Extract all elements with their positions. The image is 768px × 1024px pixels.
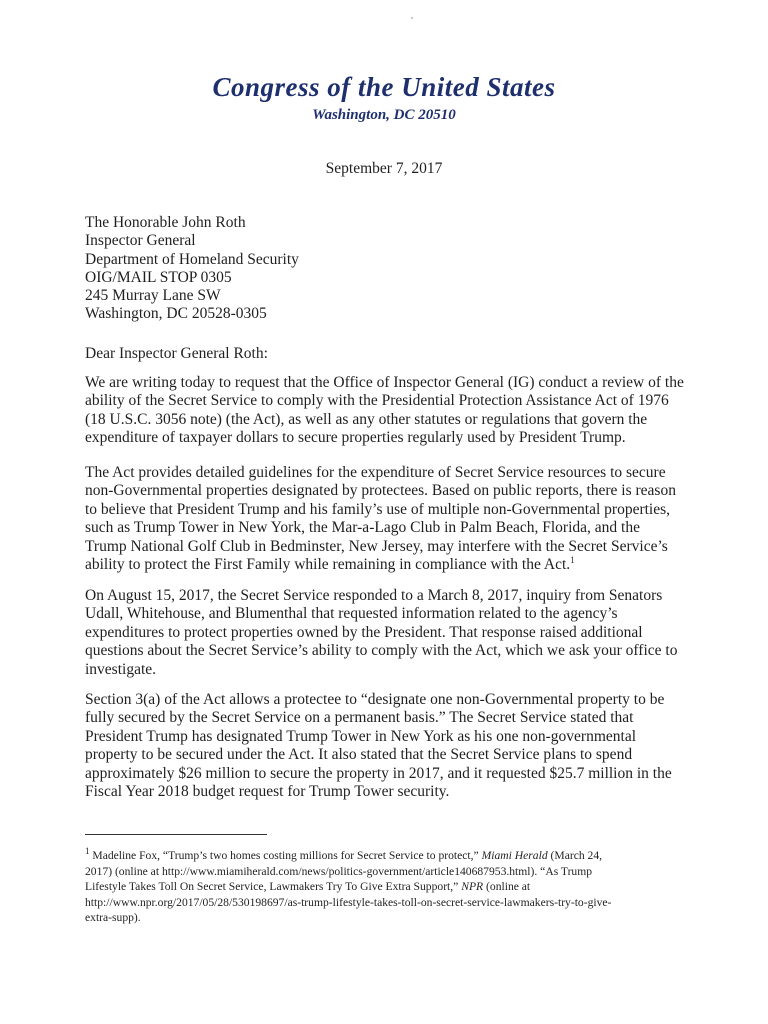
- text-span: Madeline Fox, “Trump’s two homes costing millions for Secret Service to protect,”: [92, 849, 479, 862]
- text-line: Section 3(a) of the Act allows a protectee to “designate one non-Governmental property to be: [85, 691, 665, 708]
- text-line: On August 15, 2017, the Secret Service responded to a March 8, 2017, inquiry from Senators: [85, 587, 663, 604]
- footnote-divider: [85, 834, 267, 835]
- paragraph-4: [85, 691, 685, 801]
- text-span: (March 24,: [550, 849, 603, 862]
- salutation: Dear Inspector General Roth:: [85, 345, 268, 362]
- paragraph-2: [85, 464, 685, 574]
- text-line: Trump National Golf Club in Bedminster, New Jersey, may interfere with the Secret Service’s: [85, 537, 668, 555]
- paragraph-3: [85, 587, 685, 679]
- text-line: expenditures to protect properties owned by the President. That response raised additional: [85, 623, 643, 641]
- text-line: Fiscal Year 2018 budget request for Trump Tower security.: [85, 783, 450, 801]
- footnote-line: [85, 879, 670, 895]
- address-line: Department of Homeland Security: [85, 250, 299, 268]
- scan-speck: [411, 17, 413, 19]
- publication-name: NPR: [461, 880, 484, 894]
- text-line: The Act provides detailed guidelines for the expenditure of Secret Service resources to secure: [85, 464, 666, 481]
- text-line: approximately $26 million to secure the property in 2017, and it requested $25.7 million in the: [85, 764, 672, 782]
- address-line: Inspector General: [85, 232, 196, 250]
- text-line: (18 U.S.C. 3056 note) (the Act), as well as any other statutes or regulations that govern the: [85, 410, 648, 428]
- text-line: investigate.: [85, 660, 157, 678]
- text-span: Lifestyle Takes Toll On Secret Service, Lawmakers Try To Give Extra Support,”: [85, 880, 459, 894]
- paragraph-1: [85, 374, 685, 448]
- letterhead-subtitle: Washington, DC 20510: [312, 107, 456, 123]
- text-line: ability of the Secret Service to comply with the Presidential Protection Assistance Act of 1976: [85, 392, 669, 410]
- footnote-line: http://www.npr.org/2017/05/28/530198697/as-trump-lifestyle-takes-toll-on-secret-service-lawmakers-try-to-give-: [85, 895, 612, 909]
- text-span: ability to protect the First Family while remaining in compliance with the Act.: [85, 556, 571, 574]
- text-line: We are writing today to request that the Office of Inspector General (IG) conduct a review of the: [85, 374, 684, 391]
- footnote-line: extra-supp).: [85, 911, 141, 925]
- text-span: (online at: [486, 880, 531, 894]
- footnote-reference: 1: [570, 554, 575, 565]
- letterhead-title: Congress of the United States: [212, 72, 556, 102]
- text-line: non-Governmental properties designated by protectees. Based on public reports, there is reason: [85, 482, 676, 500]
- text-line: property to be secured under the Act. It also stated that the Secret Service plans to spend: [85, 746, 633, 764]
- text-line: expenditure of taxpayer dollars to secure properties regularly used by President Trump.: [85, 429, 626, 447]
- text-line: questions about the Secret Service’s ability to comply with the Act, which we ask your office to: [85, 642, 678, 660]
- text-line: fully secured by the Secret Service on a permanent basis.” The Secret Service stated that: [85, 709, 634, 727]
- footnote: [85, 848, 670, 926]
- text-line: [85, 556, 685, 574]
- text-line: Udall, Whitehouse, and Blumenthal that requested information related to the agency’s: [85, 605, 618, 623]
- address-line: Washington, DC 20528-0305: [85, 305, 267, 323]
- address-line: OIG/MAIL STOP 0305: [85, 268, 232, 286]
- footnote-number: 1: [85, 846, 90, 857]
- footnote-line: [85, 848, 670, 864]
- text-line: to believe that President Trump and his family’s use of multiple non-Governmental properties,: [85, 500, 671, 518]
- text-line: such as Trump Tower in New York, the Mar-a-Lago Club in Palm Beach, Florida, and the: [85, 519, 640, 537]
- text-line: President Trump has designated Trump Tower in New York as his one non-governmental: [85, 727, 637, 745]
- letter-date: September 7, 2017: [325, 160, 443, 177]
- recipient-address: [85, 214, 299, 324]
- address-line: The Honorable John Roth: [85, 214, 246, 231]
- publication-name: Miami Herald: [481, 849, 548, 862]
- footnote-line: 2017) (online at http://www.miamiherald.com/news/politics-government/article140687953.html). “As Trump: [85, 864, 593, 878]
- address-line: 245 Murray Lane SW: [85, 287, 221, 305]
